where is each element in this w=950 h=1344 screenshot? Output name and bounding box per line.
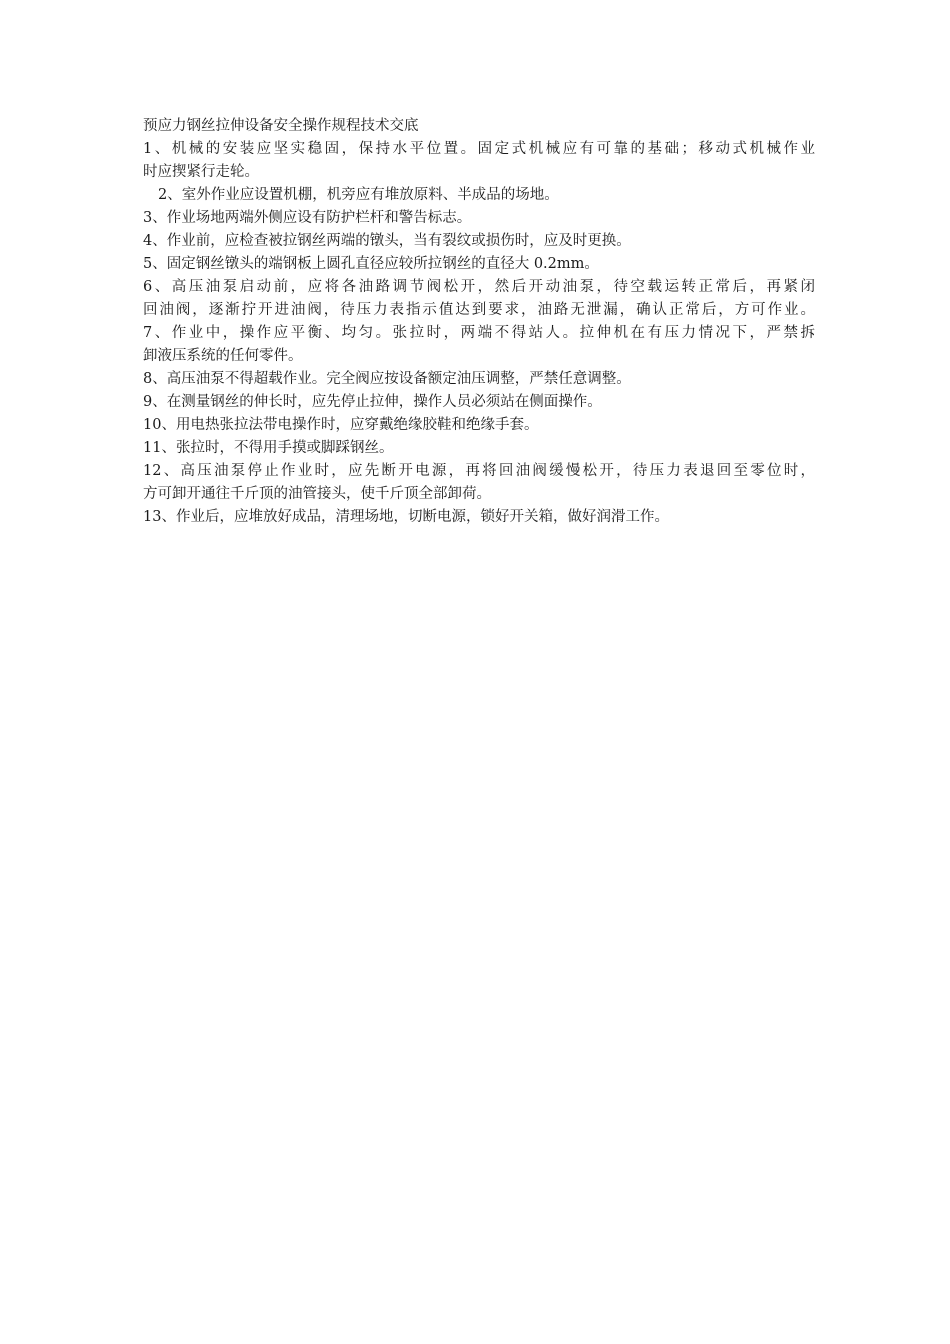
- rule-1-line-1: 1、机械的安装应坚实稳固，保持水平位置。固定式机械应有可靠的基础；移动式机械作业: [143, 141, 815, 157]
- rule-7-line-1: 7、作业中，操作应平衡、均匀。张拉时，两端不得站人。拉伸机在有压力情况下，严禁拆: [143, 325, 815, 341]
- rule-10: 10、用电热张拉法带电操作时，应穿戴绝缘胶鞋和绝缘手套。: [143, 417, 539, 433]
- rule-12-line-2: 方可卸开通往千斤顶的油管接头，使千斤顶全部卸荷。: [143, 486, 491, 502]
- rule-4: 4、作业前，应检查被拉钢丝两端的镦头，当有裂纹或损伤时，应及时更换。: [143, 233, 631, 249]
- rule-12-line-1: 12、高压油泵停止作业时，应先断开电源，再将回油阀缓慢松开，待压力表退回至零位时，: [143, 463, 815, 479]
- rule-13: 13、作业后，应堆放好成品，清理场地，切断电源，锁好开关箱，做好润滑工作。: [143, 509, 669, 525]
- rule-8: 8、高压油泵不得超载作业。完全阀应按设备额定油压调整，严禁任意调整。: [143, 371, 631, 387]
- document-title: 预应力钢丝拉伸设备安全操作规程技术交底: [143, 118, 419, 134]
- document-body: [143, 115, 815, 529]
- rule-6-line-1: 6、高压油泵启动前，应将各油路调节阀松开，然后开动油泵，待空载运转正常后，再紧闭: [143, 279, 815, 295]
- rule-7-line-2: 卸液压系统的任何零件。: [143, 348, 303, 364]
- rule-3: 3、作业场地两端外侧应设有防护栏杆和警告标志。: [143, 210, 472, 226]
- rule-1-line-2: 时应揳紧行走轮。: [143, 164, 259, 180]
- rule-9: 9、在测量钢丝的伸长时，应先停止拉伸，操作人员必须站在侧面操作。: [143, 394, 602, 410]
- rule-11: 11、张拉时，不得用手摸或脚踩钢丝。: [143, 440, 394, 456]
- rule-6-line-2: 回油阀，逐渐拧开进油阀，待压力表指示值达到要求，油路无泄漏，确认正常后，方可作业。: [143, 302, 815, 318]
- rule-2: 2、室外作业应设置机棚，机旁应有堆放原料、半成品的场地。: [158, 187, 559, 203]
- rule-5: 5、固定钢丝镦头的端钢板上圆孔直径应较所拉钢丝的直径大 0.2mm。: [143, 256, 599, 272]
